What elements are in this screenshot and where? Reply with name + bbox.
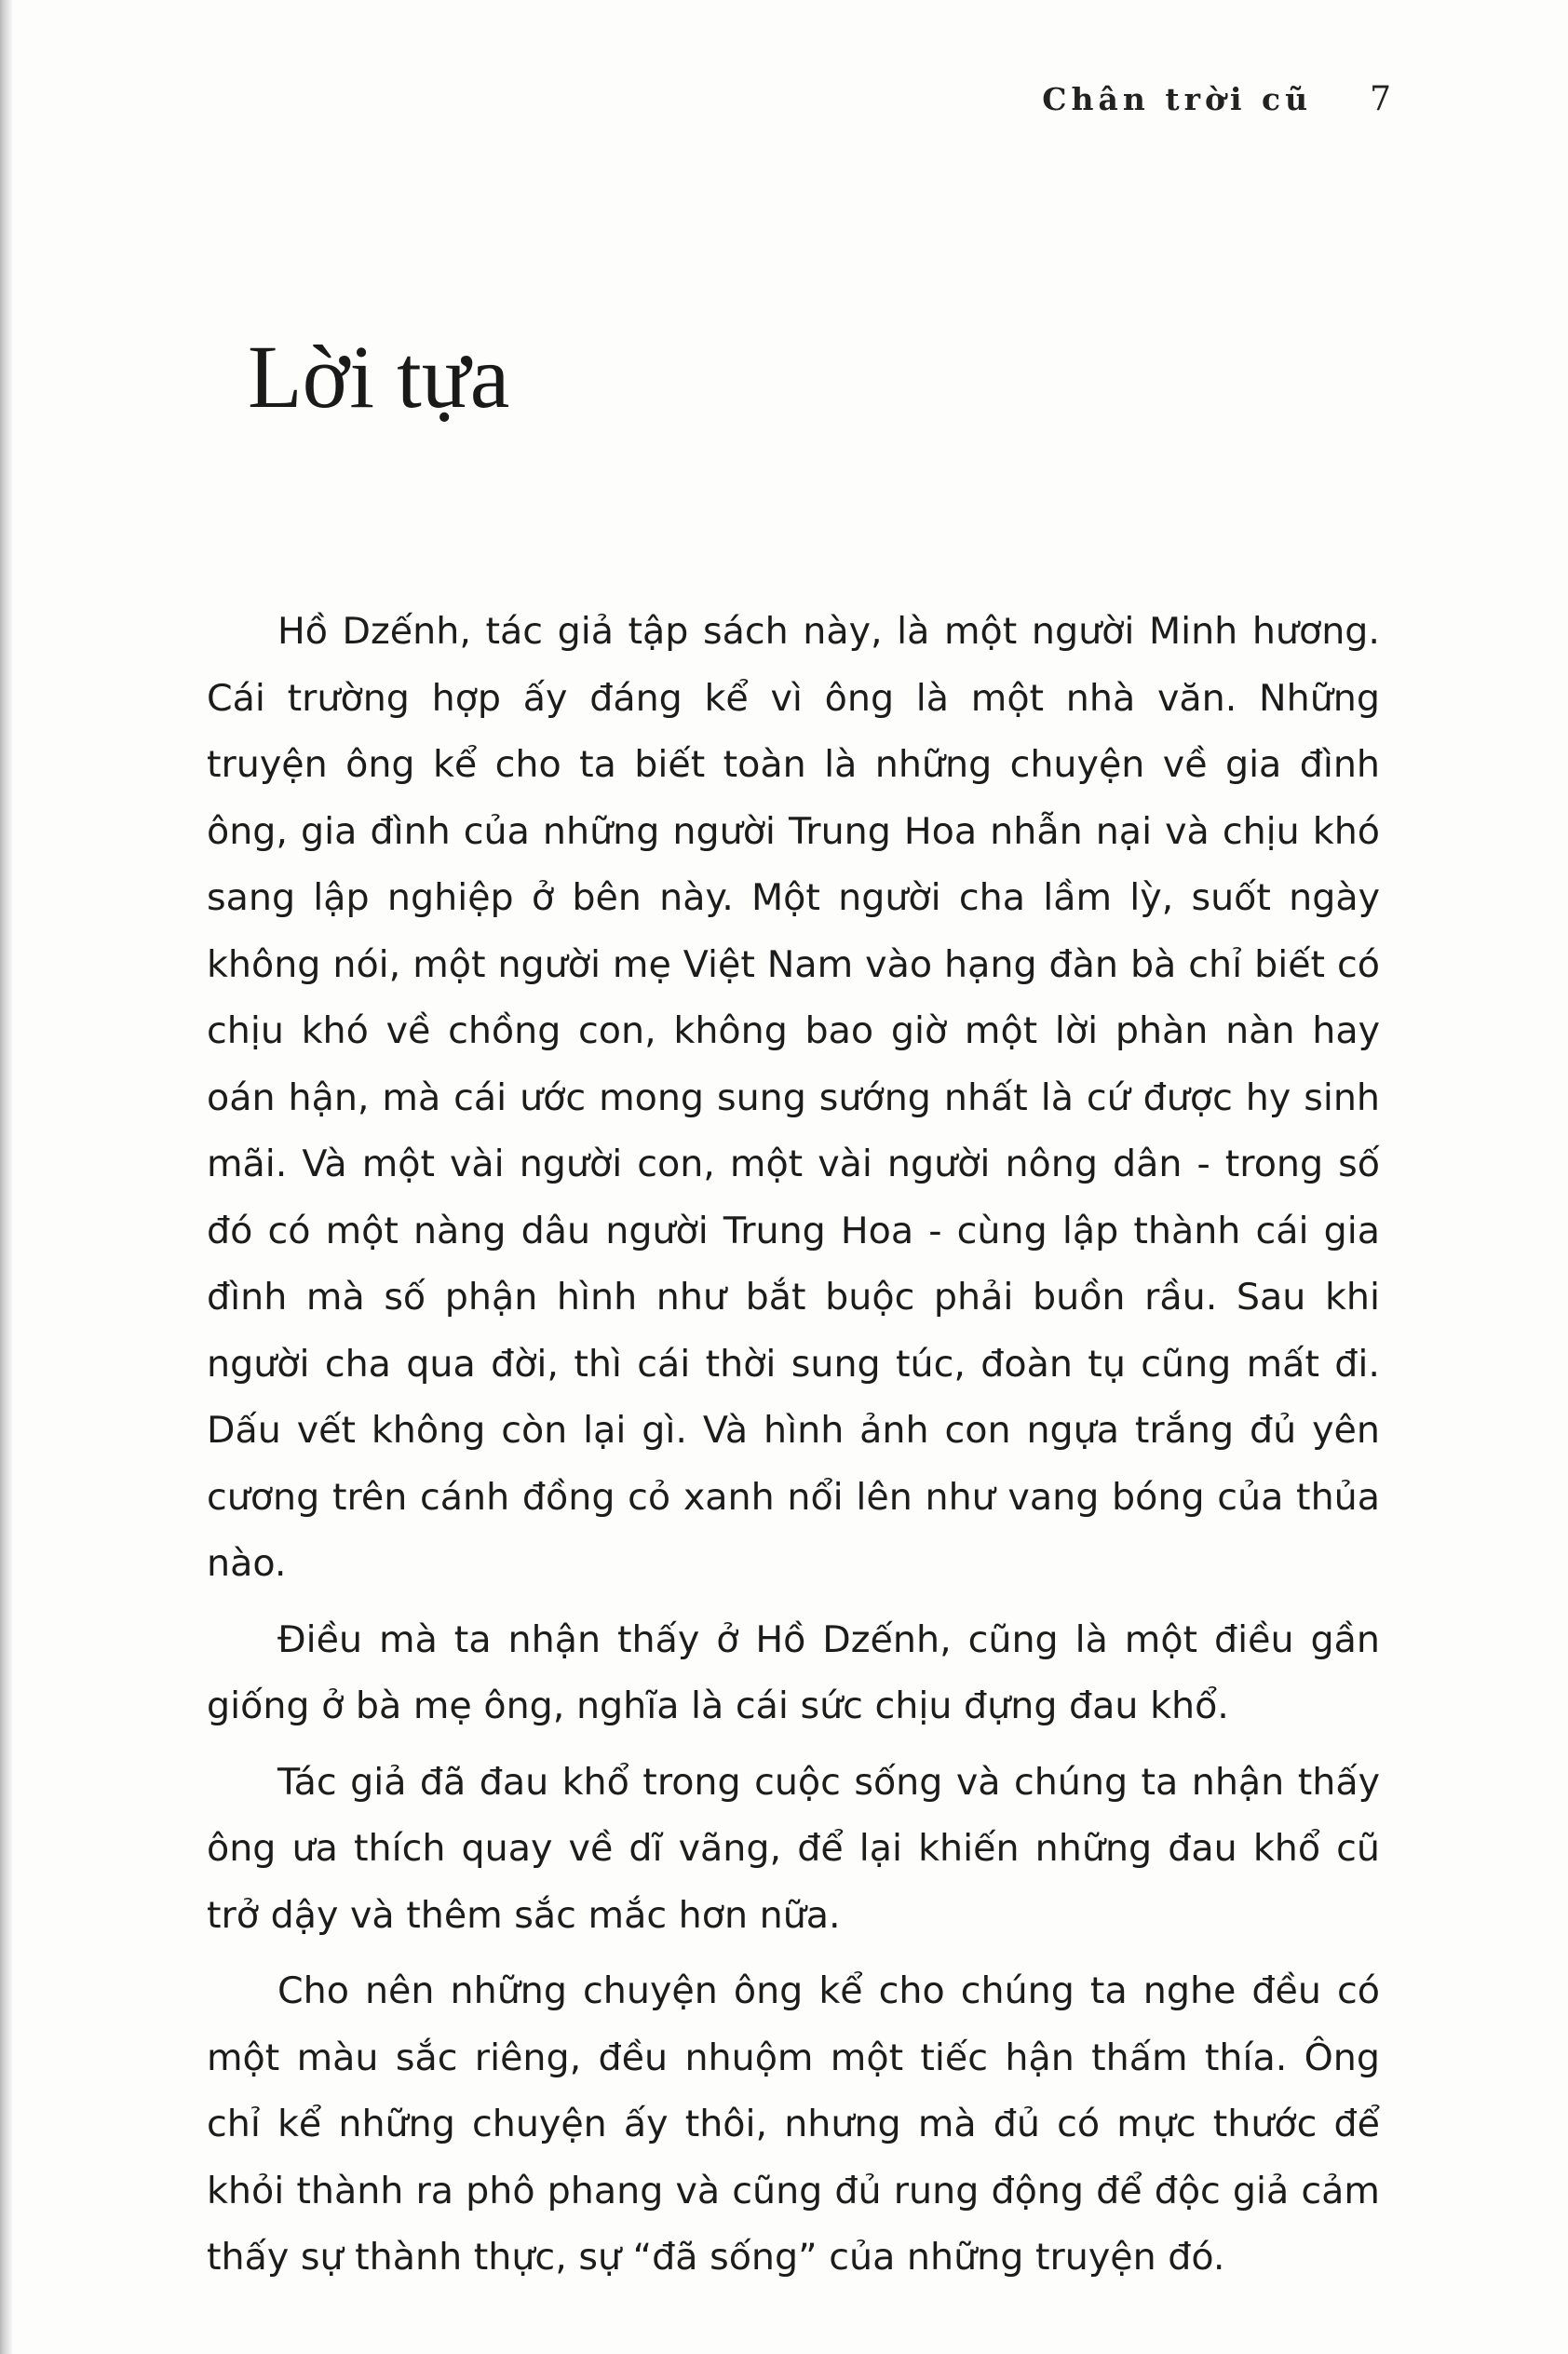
body-text bbox=[207, 599, 1380, 2292]
running-header bbox=[1042, 80, 1391, 118]
paragraph: Hồ Dzếnh, tác giả tập sách này, là một người Minh hương. Cái trường hợp ấy đáng kể vì ông là một nhà văn. Những truyện ông kể cho ta biết toàn là những chuyện về gia đình ông, gia đình của những người Trung Hoa nhẫn nại và chịu khó sang lập nghiệp ở bên này. Một người cha lầm lỳ, suốt ngày không nói, một người mẹ Việt Nam vào hạng đàn bà chỉ biết có chịu khó về chồng con, không bao giờ một lời phàn nàn hay oán hận, mà cái ước mong sung sướng nhất là cứ được hy sinh mãi. Và một vài người con, một vài người nông dân - trong số đó có một nàng dâu người Trung Hoa - cùng lập thành cái gia đình mà số phận hình như bắt buộc phải buồn rầu. Sau khi người cha qua đời, thì cái thời sung túc, đoàn tụ cũng mất đi. Dấu vết không còn lại gì. Và hình ảnh con ngựa trắng đủ yên cương trên cánh đồng cỏ xanh nổi lên như vang bóng của thủa nào. bbox=[207, 610, 1380, 1585]
page-number: 7 bbox=[1370, 80, 1391, 118]
running-head-title: Chân trời cũ bbox=[1042, 81, 1313, 117]
paragraph: Điều mà ta nhận thấy ở Hồ Dzếnh, cũng là một điều gần giống ở bà mẹ ông, nghĩa là cái sức chịu đựng đau khổ. bbox=[207, 1617, 1380, 1727]
paragraph: Cho nên những chuyện ông kể cho chúng ta nghe đều có một màu sắc riêng, đều nhuộm một tiếc hận thấm thía. Ông chỉ kể những chuyện ấy thôi, nhưng mà đủ có mực thước để khỏi thành ra phô phang và cũng đủ rung động để độc giả cảm thấy sự thành thực, sự “đã sống” của những truyện đó. bbox=[207, 1969, 1380, 2279]
page-binding-edge bbox=[0, 0, 13, 2354]
chapter-title: Lời tựa bbox=[248, 327, 510, 426]
paragraph: Tác giả đã đau khổ trong cuộc sống và chúng ta nhận thấy ông ưa thích quay về dĩ vãng, để lại khiến những đau khổ cũ trở dậy và thêm sắc mắc hơn nữa. bbox=[207, 1760, 1380, 1937]
